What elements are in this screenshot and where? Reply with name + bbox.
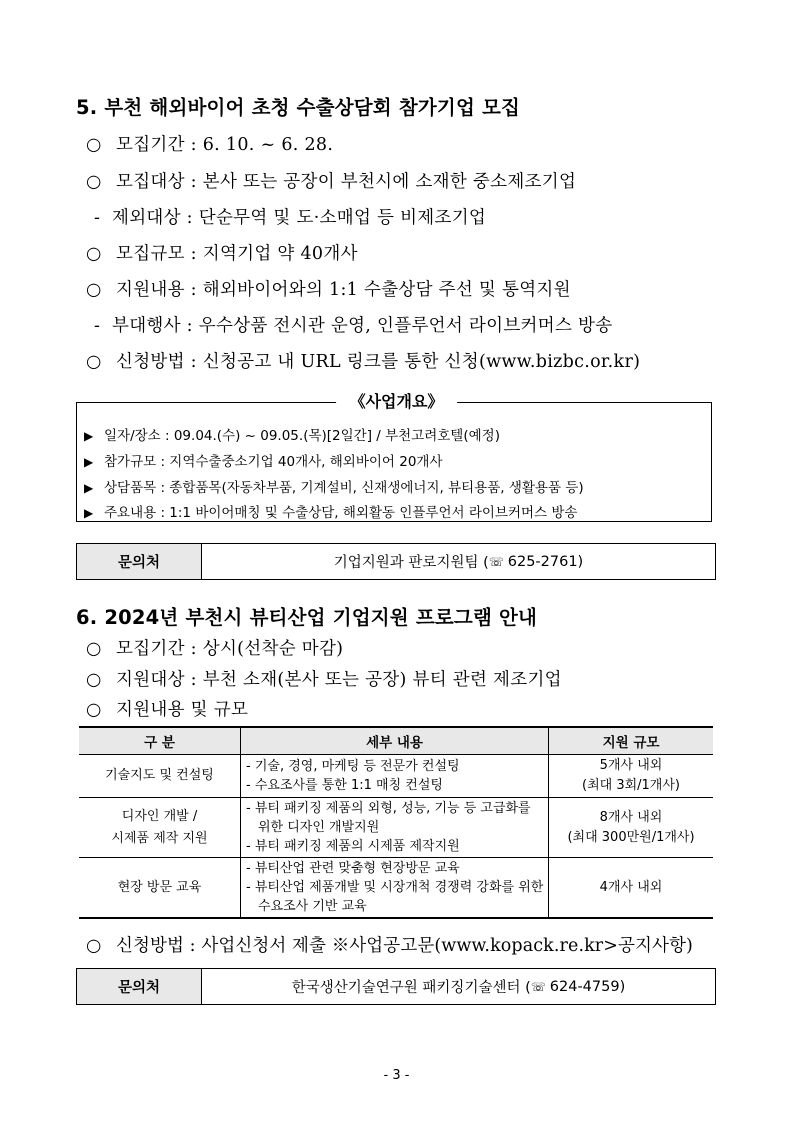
excluded-target-line: - 제외대상 : 단순무역 및 도·소매업 등 비제조기업	[94, 208, 487, 228]
section5-title: 5. 부천 해외바이어 초청 수출상담회 참가기업 모집	[76, 96, 521, 119]
contact-box-section6	[76, 968, 716, 1005]
apply-method-line: ○ 신청방법 : 신청공고 내 URL 링크를 통한 신청(www.bizbc.or.kr)	[86, 352, 641, 372]
column-header: 지원 규모	[549, 727, 714, 755]
triangle-bullet-icon: ▶	[84, 455, 94, 469]
scale-cell: 4개사 내외	[549, 858, 714, 919]
category-cell: 현장 방문 교육	[79, 858, 241, 919]
phone-icon: ☏	[488, 554, 504, 569]
contact-value: 기업지원과 판로지원팀 ( ☏ 625-2761)	[333, 553, 584, 571]
contact-box-section5	[76, 543, 716, 580]
contact-label: 문의처	[77, 969, 202, 1004]
support-content-line: ○ 지원내용 : 해외바이어와의 1:1 수출상담 주선 및 통역지원	[86, 280, 571, 300]
apply-method-line: ○ 신청방법 : 사업신청서 제출 ※사업공고문(www.kopack.re.kr>공지사항)	[86, 936, 693, 956]
support-table	[79, 726, 713, 919]
category-cell: 디자인 개발 / 시제품 제작 지원	[79, 798, 241, 858]
table-header-row	[79, 727, 713, 755]
detail-cell: - 기술, 경영, 마케팅 등 전문가 컨설팅 - 수요조사를 통한 1:1 매칭 컨설팅	[241, 755, 549, 798]
scale-cell: 8개사 내외 (최대 300만원/1개사)	[549, 798, 714, 858]
overview-item: ▶ 주요내용 : 1:1 바이어매칭 및 수출상담, 해외활동 인플루언서 라이브커머스 방송	[84, 505, 578, 521]
support-scale-line: ○ 지원내용 및 규모	[86, 700, 249, 720]
recruit-period-line: ○ 모집기간 : 6. 10. ~ 6. 28.	[86, 135, 334, 155]
overview-title: 《사업개요》	[336, 389, 458, 412]
table-row	[79, 755, 713, 798]
category-cell: 기술지도 및 컨설팅	[79, 755, 241, 798]
phone-icon: ☏	[530, 979, 546, 994]
side-event-line: - 부대행사 : 우수상품 전시관 운영, 인플루언서 라이브커머스 방송	[94, 316, 613, 336]
overview-item: ▶ 일자/장소 : 09.04.(수) ~ 09.05.(목)[2일간] / 부천고려호텔(예정)	[84, 428, 500, 444]
scale-cell: 5개사 내외 (최대 3회/1개사)	[549, 755, 714, 798]
detail-cell: - 뷰티 패키징 제품의 외형, 성능, 기능 등 고급화를 위한 디자인 개발지원 - 뷰티 패키징 제품의 시제품 제작지원	[241, 798, 549, 858]
column-header: 세부 내용	[241, 727, 549, 755]
table-row	[79, 858, 713, 919]
table-row	[79, 798, 713, 858]
recruit-target-line: ○ 모집대상 : 본사 또는 공장이 부천시에 소재한 중소제조기업	[86, 172, 577, 192]
triangle-bullet-icon: ▶	[84, 481, 94, 495]
support-target-line: ○ 지원대상 : 부천 소재(본사 또는 공장) 뷰티 관련 제조기업	[86, 670, 562, 690]
section6-title: 6. 2024년 부천시 뷰티산업 기업지원 프로그램 안내	[76, 606, 538, 629]
triangle-bullet-icon: ▶	[84, 429, 94, 443]
overview-item: ▶ 상담품목 : 종합품목(자동차부품, 기계설비, 신재생에너지, 뷰티용품, 생활용품 등)	[84, 480, 584, 496]
contact-value: 한국생산기술연구원 패키징기술센터 ( ☏ 624-4759)	[291, 978, 626, 996]
contact-label: 문의처	[77, 544, 202, 579]
overview-item: ▶ 참가규모 : 지역수출중소기업 40개사, 해외바이어 20개사	[84, 454, 443, 470]
recruit-period-line: ○ 모집기간 : 상시(선착순 마감)	[86, 639, 344, 659]
recruit-scale-line: ○ 모집규모 : 지역기업 약 40개사	[86, 244, 358, 264]
column-header: 구 분	[79, 727, 241, 755]
detail-cell: - 뷰티산업 관련 맞춤형 현장방문 교육 - 뷰티산업 제품개발 및 시장개척 경쟁력 강화를 위한 수요조사 기반 교육	[241, 858, 549, 919]
triangle-bullet-icon: ▶	[84, 506, 94, 520]
page-number: - 3 -	[383, 1068, 410, 1083]
